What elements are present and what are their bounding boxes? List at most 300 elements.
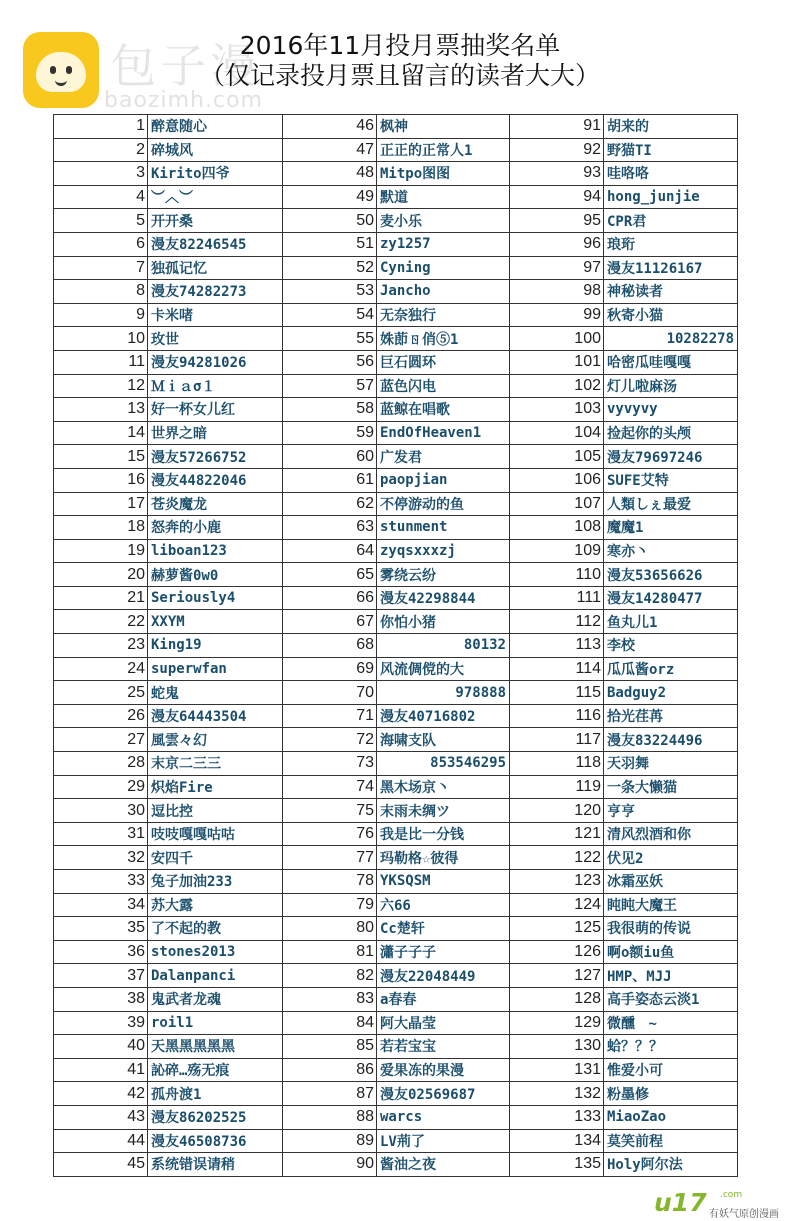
entry-number: 54	[283, 304, 377, 327]
table-row	[54, 610, 283, 634]
entry-name: Cc楚轩	[380, 921, 425, 938]
entry-number: 121	[510, 823, 604, 846]
entry-number: 81	[283, 941, 377, 964]
table-row	[54, 870, 283, 894]
entry-name: 无奈独行	[380, 308, 436, 325]
table-row	[510, 1106, 738, 1130]
entry-number: 15	[54, 445, 148, 468]
entry-name: 10282278	[666, 330, 734, 347]
table-row	[283, 375, 510, 399]
entry-name: 漫友40716802	[380, 709, 476, 726]
entry-number: 56	[283, 351, 377, 374]
entry-number: 109	[510, 540, 604, 563]
entry-name: 李校	[607, 638, 635, 655]
table-row	[54, 988, 283, 1012]
entry-name: 我很萌的传说	[607, 921, 691, 938]
entry-number: 106	[510, 469, 604, 492]
entry-number: 14	[54, 422, 148, 445]
entry-number: 103	[510, 398, 604, 421]
entry-name: 冰霜巫妖	[607, 874, 663, 891]
table-row	[283, 493, 510, 517]
table-row	[54, 799, 283, 823]
table-row	[54, 186, 283, 210]
entry-number: 60	[283, 445, 377, 468]
entry-number: 40	[54, 1035, 148, 1058]
entry-number: 86	[283, 1059, 377, 1082]
entry-number: 108	[510, 516, 604, 539]
table-row	[510, 681, 738, 705]
table-row	[54, 776, 283, 800]
entry-name: superwfan	[151, 660, 227, 677]
entry-name: 漫友44822046	[151, 473, 247, 490]
entry-number: 36	[54, 941, 148, 964]
table-row	[54, 1082, 283, 1106]
entry-number: 28	[54, 752, 148, 775]
table-row	[54, 752, 283, 776]
table-row	[510, 917, 738, 941]
entry-number: 127	[510, 964, 604, 987]
entry-number: 62	[283, 493, 377, 516]
entry-number: 90	[283, 1153, 377, 1176]
table-row	[510, 823, 738, 847]
entry-number: 41	[54, 1059, 148, 1082]
table-row	[54, 280, 283, 304]
entry-number: 77	[283, 846, 377, 869]
entry-number: 100	[510, 327, 604, 350]
table-row	[283, 139, 510, 163]
entry-name: 978888	[455, 684, 506, 701]
entry-name: 赫萝酱0w0	[151, 567, 219, 584]
entry-name: 清风烈酒和你	[607, 827, 691, 844]
table-row	[54, 445, 283, 469]
table-row	[510, 587, 738, 611]
entry-name: zyqsxxxzj	[380, 542, 456, 559]
entry-name: 玛勒格☆彼得	[380, 850, 459, 867]
entry-number: 119	[510, 776, 604, 799]
entry-number: 58	[283, 398, 377, 421]
table-row	[510, 964, 738, 988]
table-row	[510, 1082, 738, 1106]
entry-name: 独孤记忆	[151, 260, 207, 277]
entry-number: 46	[283, 115, 377, 138]
entry-name: 广发君	[380, 449, 422, 466]
entry-name: 灯儿啦麻汤	[607, 378, 677, 395]
entry-number: 34	[54, 894, 148, 917]
entry-name: 安四千	[151, 850, 193, 867]
table-row	[510, 799, 738, 823]
table-row	[283, 846, 510, 870]
entry-name: liboan123	[151, 542, 227, 559]
entry-number: 101	[510, 351, 604, 374]
entry-name: 漫友22048449	[380, 968, 476, 985]
entry-name: 雾绕云纷	[380, 567, 436, 584]
entry-number: 85	[283, 1035, 377, 1058]
entry-name: 风流倜傥的大	[380, 661, 464, 678]
entry-name: 魔魔1	[607, 520, 644, 537]
entry-number: 102	[510, 375, 604, 398]
entry-number: 7	[54, 257, 148, 280]
table-row	[510, 705, 738, 729]
entry-number: 96	[510, 233, 604, 256]
entry-name: 孤舟渡1	[151, 1086, 202, 1103]
table-row	[54, 894, 283, 918]
entry-number: 51	[283, 233, 377, 256]
table-row	[510, 846, 738, 870]
entry-name: 漫友02569687	[380, 1086, 476, 1103]
entry-name: 不停游动的鱼	[380, 496, 464, 513]
entry-name: 漫友83224496	[607, 732, 703, 749]
table-row	[283, 209, 510, 233]
table-row	[510, 375, 738, 399]
entry-number: 3	[54, 162, 148, 185]
entry-number: 55	[283, 327, 377, 350]
table-row	[283, 257, 510, 281]
entry-name: 捡起你的头颅	[607, 426, 691, 443]
table-row	[54, 115, 283, 139]
entry-name: 鬼武者龙魂	[151, 992, 221, 1009]
table-row	[510, 540, 738, 564]
table-row	[283, 752, 510, 776]
entry-number: 11	[54, 351, 148, 374]
table-row	[283, 917, 510, 941]
entry-number: 43	[54, 1106, 148, 1129]
entry-name: 天黑黑黑黑黑	[151, 1039, 235, 1056]
entry-name: 惟爱小可	[607, 1063, 663, 1080]
table-row	[54, 658, 283, 682]
entry-number: 82	[283, 964, 377, 987]
table-row	[510, 1059, 738, 1083]
table-row	[283, 658, 510, 682]
entry-name: 姝莭ㄖ俏⑤1	[380, 331, 459, 348]
table-row	[283, 634, 510, 658]
entry-name: Holy阿尔法	[607, 1157, 683, 1174]
entry-name: 玫世	[151, 331, 179, 348]
entry-name: vyvyvy	[607, 401, 658, 418]
page-subtitle: （仅记录投月票且留言的读者大大）	[199, 61, 600, 90]
entry-name: HMP、MJJ	[607, 968, 672, 985]
entry-name: 瓜瓜酱orz	[607, 661, 675, 678]
entry-number: 65	[283, 563, 377, 586]
table-row	[54, 233, 283, 257]
entry-number: 114	[510, 658, 604, 681]
entry-number: 33	[54, 870, 148, 893]
table-row	[54, 327, 283, 351]
table-row	[510, 280, 738, 304]
table-row	[283, 115, 510, 139]
entry-number: 25	[54, 681, 148, 704]
entry-name: 末雨未绸ツ	[380, 803, 450, 820]
entry-name: 我是比一分钱	[380, 827, 464, 844]
entry-name: roil1	[151, 1014, 194, 1031]
table-row	[283, 351, 510, 375]
entry-number: 130	[510, 1035, 604, 1058]
entry-number: 118	[510, 752, 604, 775]
entry-name: 80132	[463, 637, 506, 654]
entry-number: 32	[54, 846, 148, 869]
entry-name: 炽焰Fire	[151, 779, 213, 796]
entry-number: 66	[283, 587, 377, 610]
entry-name: 漫友57266752	[151, 449, 247, 466]
entry-name: 野猫TI	[607, 142, 652, 159]
table-row	[54, 681, 283, 705]
table-row	[510, 1035, 738, 1059]
entry-number: 10	[54, 327, 148, 350]
entry-number: 44	[54, 1130, 148, 1153]
entry-name: 黑木场京丶	[380, 779, 450, 796]
entry-number: 124	[510, 894, 604, 917]
table-row	[54, 846, 283, 870]
entry-number: 122	[510, 846, 604, 869]
entry-name: 巨石圆环	[380, 355, 436, 372]
table-row	[510, 563, 738, 587]
table-row	[510, 1130, 738, 1154]
entry-number: 107	[510, 493, 604, 516]
entry-name: 蓝色闪电	[380, 378, 436, 395]
table-row	[283, 327, 510, 351]
entry-name: 秋寄小猫	[607, 308, 663, 325]
entry-name: 鱼丸儿1	[607, 614, 658, 631]
table-row	[283, 1012, 510, 1036]
page-title: 2016年11月投月票抽奖名单	[239, 31, 561, 60]
table-row	[510, 115, 738, 139]
entry-name: CPR君	[607, 213, 647, 230]
table-row	[283, 445, 510, 469]
entry-number: 12	[54, 375, 148, 398]
table-row	[54, 728, 283, 752]
entry-number: 75	[283, 799, 377, 822]
entry-number: 79	[283, 894, 377, 917]
table-row	[283, 610, 510, 634]
table-row	[510, 327, 738, 351]
entry-name: 微醺ﾠ~	[607, 1015, 657, 1032]
table-row	[510, 304, 738, 328]
entry-name: 蛤？？？	[607, 1039, 663, 1056]
entry-number: 39	[54, 1012, 148, 1035]
entry-number: 30	[54, 799, 148, 822]
entry-number: 89	[283, 1130, 377, 1153]
entry-name: 訫碎…殇无痕	[151, 1063, 230, 1080]
entry-number: 95	[510, 209, 604, 232]
entry-name: 了不起的教	[151, 921, 221, 938]
watermark-url: baozimh.com	[104, 88, 263, 113]
table-row	[283, 870, 510, 894]
entry-name: ︶︿︶	[151, 190, 193, 207]
table-row	[510, 870, 738, 894]
table-row	[283, 1106, 510, 1130]
entry-name: Mitpo图图	[380, 166, 451, 183]
table-row	[283, 516, 510, 540]
entry-name: LV荊了	[380, 1133, 425, 1150]
table-row	[54, 351, 283, 375]
entry-name: warcs	[380, 1109, 423, 1126]
table-row	[283, 681, 510, 705]
table-row	[54, 469, 283, 493]
entry-name: 爱果冻的果漫	[380, 1063, 464, 1080]
table-row	[283, 1082, 510, 1106]
table-row	[54, 1153, 283, 1177]
entry-number: 29	[54, 776, 148, 799]
entry-number: 133	[510, 1106, 604, 1129]
entry-number: 88	[283, 1106, 377, 1129]
entry-number: 49	[283, 186, 377, 209]
entry-number: 27	[54, 728, 148, 751]
entry-name: 你怕小猪	[380, 614, 436, 631]
entry-name: paopjian	[380, 472, 448, 489]
entry-number: 70	[283, 681, 377, 704]
entry-name: 六66	[380, 897, 411, 914]
entry-number: 1	[54, 115, 148, 138]
entry-number: 87	[283, 1082, 377, 1105]
table-row	[510, 469, 738, 493]
entry-number: 91	[510, 115, 604, 138]
table-row	[54, 493, 283, 517]
table-row	[283, 422, 510, 446]
entry-name: 若若宝宝	[380, 1039, 436, 1056]
entry-name: Dalanpanci	[151, 967, 236, 984]
entry-number: 5	[54, 209, 148, 232]
entry-name: 漫友64443504	[151, 709, 247, 726]
table-row	[54, 516, 283, 540]
entry-name: Jancho	[380, 283, 431, 300]
table-row	[54, 1059, 283, 1083]
entry-name: 酱油之夜	[380, 1157, 436, 1174]
entry-name: 啊o额iu鱼	[607, 945, 675, 962]
entry-number: 84	[283, 1012, 377, 1035]
entry-name: 世界之暗	[151, 426, 207, 443]
table-row	[510, 894, 738, 918]
entry-number: 131	[510, 1059, 604, 1082]
entry-number: 52	[283, 257, 377, 280]
entry-number: 93	[510, 162, 604, 185]
entry-number: 67	[283, 610, 377, 633]
entry-name: zy1257	[380, 236, 431, 253]
entry-name: 伏见2	[607, 850, 644, 867]
u17-logo-suffix: .com	[720, 1190, 743, 1200]
table-row	[283, 469, 510, 493]
entry-number: 18	[54, 516, 148, 539]
table-row	[283, 705, 510, 729]
entry-number: 74	[283, 776, 377, 799]
entry-name: 蛇鬼	[151, 685, 179, 702]
entry-number: 135	[510, 1153, 604, 1176]
entry-number: 99	[510, 304, 604, 327]
table-row	[54, 540, 283, 564]
table-row	[510, 445, 738, 469]
table-row	[283, 894, 510, 918]
table-row	[54, 917, 283, 941]
entry-name: 吱吱嘎嘎咕咕	[151, 827, 235, 844]
entry-number: 31	[54, 823, 148, 846]
entry-name: 开开桑	[151, 213, 193, 230]
entry-name: 盹盹大魔王	[607, 897, 677, 914]
table-row	[510, 233, 738, 257]
entry-number: 59	[283, 422, 377, 445]
entry-number: 22	[54, 610, 148, 633]
entry-name: 漫友94281026	[151, 355, 247, 372]
entry-name: stunment	[380, 519, 448, 536]
entry-number: 8	[54, 280, 148, 303]
entry-number: 64	[283, 540, 377, 563]
watermark-name: 包子漫	[110, 39, 260, 93]
table-row	[54, 139, 283, 163]
entry-name: 漫友42298844	[380, 591, 476, 608]
entry-name: 哈密瓜哇嘎嘎	[607, 355, 691, 372]
entry-number: 72	[283, 728, 377, 751]
entry-name: 天羽舞	[607, 756, 649, 773]
entry-name: 漫友86202525	[151, 1110, 247, 1127]
table-row	[54, 209, 283, 233]
table-row	[283, 563, 510, 587]
entry-name: 阿大晶莹	[380, 1015, 436, 1032]
entry-name: hong_junjie	[607, 189, 700, 206]
entry-number: 47	[283, 139, 377, 162]
table-row	[510, 516, 738, 540]
table-row	[283, 186, 510, 210]
entry-number: 76	[283, 823, 377, 846]
entry-number: 97	[510, 257, 604, 280]
entry-number: 94	[510, 186, 604, 209]
table-row	[283, 587, 510, 611]
entry-number: 45	[54, 1153, 148, 1176]
table-row	[54, 1106, 283, 1130]
table-row	[54, 705, 283, 729]
winner-table	[53, 114, 738, 1177]
entry-number: 50	[283, 209, 377, 232]
entry-name: SUFE艾特	[607, 473, 669, 490]
entry-name: 漫友82246545	[151, 237, 247, 254]
entry-name: 漫友46508736	[151, 1133, 247, 1150]
entry-number: 113	[510, 634, 604, 657]
entry-number: 92	[510, 139, 604, 162]
table-row	[510, 139, 738, 163]
entry-name: 漫友53656626	[607, 567, 703, 584]
table-row	[283, 964, 510, 988]
table-row	[510, 776, 738, 800]
entry-number: 115	[510, 681, 604, 704]
entry-number: 69	[283, 658, 377, 681]
table-row	[54, 375, 283, 399]
table-row	[54, 634, 283, 658]
entry-number: 78	[283, 870, 377, 893]
entry-name: 寒亦丶	[607, 543, 649, 560]
entry-name: King19	[151, 637, 202, 654]
entry-name: 苍炎魔龙	[151, 496, 207, 513]
table-row	[54, 823, 283, 847]
entry-number: 105	[510, 445, 604, 468]
table-row	[54, 1035, 283, 1059]
entry-name: EndOfHeaven1	[380, 425, 482, 442]
entry-number: 126	[510, 941, 604, 964]
table-row	[283, 162, 510, 186]
entry-name: 蓝鲸在唱歌	[380, 402, 450, 419]
entry-name: 卡米啫	[151, 308, 193, 325]
entry-number: 63	[283, 516, 377, 539]
entry-name: 粉墨修	[607, 1086, 649, 1103]
entry-name: 逗比控	[151, 803, 193, 820]
entry-name: 拾光荏苒	[607, 709, 663, 726]
table-row	[283, 304, 510, 328]
entry-number: 120	[510, 799, 604, 822]
entry-number: 19	[54, 540, 148, 563]
table-row	[54, 162, 283, 186]
table-row	[510, 988, 738, 1012]
table-row	[283, 280, 510, 304]
table-row	[54, 257, 283, 281]
table-row	[54, 587, 283, 611]
entry-name: 好一杯女儿红	[151, 402, 235, 419]
entry-name: 亨亨	[607, 803, 635, 820]
entry-name: 碎城风	[151, 142, 193, 159]
